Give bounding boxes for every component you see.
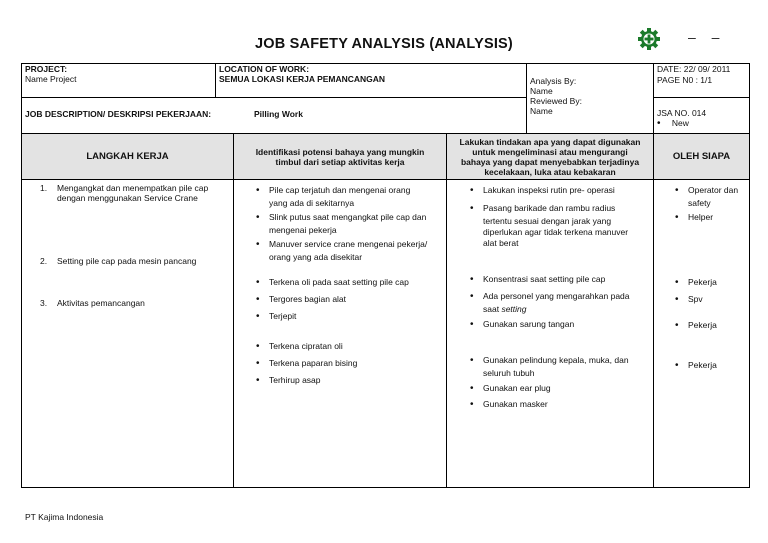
- hazard-item: [254, 185, 444, 209]
- rule: [653, 97, 750, 98]
- hazard-item: [254, 277, 444, 288]
- owner-item: [673, 277, 749, 288]
- job-description-value: Pilling Work: [254, 109, 303, 119]
- owner-text: safety: [688, 198, 711, 208]
- rule: [21, 179, 750, 180]
- step-number: 3.: [40, 298, 48, 308]
- hazard-text: • Terjepit: [269, 311, 297, 321]
- page-number: PAGE N0 : 1/1: [657, 75, 713, 85]
- control-text: seluruh tubuh: [483, 368, 535, 378]
- hazard-text: • Terkena paparan bising: [269, 358, 358, 368]
- header-dashes: – –: [688, 29, 726, 45]
- column-header-steps: LANGKAH KERJA: [86, 150, 169, 162]
- date: DATE: 22/ 09/ 2011: [657, 64, 731, 74]
- owner-text: • Pekerja: [688, 320, 717, 330]
- page-title: JOB SAFETY ANALYSIS (ANALYSIS): [255, 36, 513, 52]
- control-text-part: saat: [483, 304, 500, 314]
- analysis-by-value: Name: [530, 86, 553, 96]
- hazards-header-line: timbul dari setiap aktivitas kerja: [275, 156, 405, 167]
- hazard-text: • Terkena oli pada saat setting pile cap: [269, 277, 409, 287]
- hazard-text: orang yang ada disekitar: [269, 252, 363, 262]
- control-text: • Gunakan ear plug: [483, 383, 551, 393]
- rule: [653, 63, 654, 488]
- status-item: [657, 118, 689, 129]
- control-text: tertentu sesuai dengan jarak yang: [483, 216, 612, 226]
- hazard-text: mengenai pekerja: [269, 225, 337, 235]
- control-item: [468, 291, 652, 315]
- owner-text: • Pekerja: [688, 277, 717, 287]
- bullet-icon: •: [657, 118, 661, 129]
- owner-text: • Helper: [688, 212, 714, 222]
- location-label: LOCATION OF WORK:: [219, 64, 310, 74]
- hazard-item: [254, 212, 444, 236]
- hazard-text: • Terhirup asap: [269, 375, 321, 385]
- owner-item: [673, 185, 749, 209]
- location-value: SEMUA LOKASI KERJA PEMANCANGAN: [219, 74, 386, 84]
- owner-text: • Operator dan: [688, 185, 739, 195]
- step-number: 1.: [40, 183, 48, 193]
- hazard-text: • Pile cap terjatuh dan mengenai orang: [269, 185, 411, 195]
- control-text: • Gunakan masker: [483, 399, 548, 409]
- controls-header-line: untuk mengeliminasi atau mengurangi: [472, 146, 628, 157]
- control-text: • Lakukan inspeksi rutin pre- operasi: [483, 185, 615, 195]
- control-text: • Gunakan sarung tangan: [483, 319, 575, 329]
- reviewed-by-value: Name: [530, 106, 553, 116]
- hazard-list: [254, 185, 444, 386]
- controls-header-line: bahaya yang dapat menyebabkan terjadinya: [460, 156, 640, 167]
- controls-header-line: Lakukan tindakan apa yang dapat digunakan: [459, 136, 641, 147]
- step-text: dengan menggunakan Service Crane: [57, 193, 198, 203]
- status-value: New: [671, 118, 689, 128]
- control-list: [468, 185, 652, 410]
- control-text: • Gunakan pelindung kepala, muka, dan: [483, 355, 629, 365]
- owner-item: [673, 320, 749, 331]
- project-value: Name Project: [25, 74, 77, 84]
- owner-item: [673, 212, 749, 223]
- hazard-item: [254, 375, 444, 386]
- rule: [233, 133, 234, 488]
- hazards-header-line: Identifikasi potensi bahaya yang mungkin: [255, 146, 425, 157]
- rule: [446, 133, 447, 488]
- step-text: Setting pile cap pada mesin pancang: [57, 256, 197, 266]
- control-text: diperlukan agar tidak terkena manuver: [483, 227, 629, 237]
- control-item: [468, 203, 652, 249]
- column-header-owner: OLEH SIAPA: [672, 150, 731, 162]
- hazard-item: [254, 311, 444, 322]
- hazard-text: • Manuver service crane mengenai pekerja/: [269, 239, 428, 249]
- column-header-hazards: [234, 134, 446, 179]
- step-number: 2.: [40, 256, 48, 266]
- rule: [526, 63, 527, 133]
- column-header-controls: [447, 134, 653, 179]
- owner-item: [673, 294, 749, 305]
- hazard-item: [254, 341, 444, 352]
- hazard-text: • Slink putus saat mengangkat pile cap dan: [269, 212, 427, 222]
- gear-cross-icon: [637, 27, 661, 51]
- control-item: [468, 399, 652, 410]
- hazard-item: [254, 239, 444, 263]
- control-item: [468, 383, 652, 394]
- control-text: alat berat: [483, 238, 519, 248]
- rule: [215, 63, 216, 97]
- control-text: • Ada personel yang mengarahkan pada: [483, 291, 630, 301]
- step-text: Aktivitas pemancangan: [57, 298, 145, 308]
- control-text-italic: setting: [501, 304, 527, 314]
- control-text: [483, 304, 652, 315]
- step-item: [40, 183, 208, 203]
- hazard-text: yang ada di sekitarnya: [269, 198, 355, 208]
- control-item: [468, 355, 652, 379]
- step-text: Mengangkat dan menempatkan pile cap: [57, 183, 209, 193]
- control-item: [468, 274, 652, 285]
- hazard-text: • Terkena cipratan oli: [269, 341, 343, 351]
- step-item: [40, 256, 196, 266]
- jsa-number: JSA NO. 014: [657, 108, 707, 118]
- analysis-by-label: Analysis By:: [530, 76, 577, 86]
- hazard-item: [254, 294, 444, 305]
- owner-item: [673, 360, 749, 371]
- hazard-text: • Tergores bagian alat: [269, 294, 347, 304]
- owner-list: [673, 185, 749, 371]
- control-item: [468, 185, 652, 196]
- control-text: • Pasang barikade dan rambu radius: [483, 203, 616, 213]
- control-text: • Konsentrasi saat setting pile cap: [483, 274, 606, 284]
- control-item: [468, 319, 652, 330]
- reviewed-by-label: Reviewed By:: [530, 96, 582, 106]
- owner-text: • Pekerja: [688, 360, 717, 370]
- project-label: PROJECT:: [25, 64, 68, 74]
- company-footer: PT Kajima Indonesia: [25, 512, 104, 522]
- job-description-label: JOB DESCRIPTION/ DESKRIPSI PEKERJAAN:: [25, 109, 212, 119]
- hazard-item: [254, 358, 444, 369]
- controls-header-line: kecelakaan, luka atau kebakaran: [484, 166, 616, 177]
- owner-text: • Spv: [688, 294, 703, 304]
- step-item: [40, 298, 145, 308]
- rule: [21, 97, 526, 98]
